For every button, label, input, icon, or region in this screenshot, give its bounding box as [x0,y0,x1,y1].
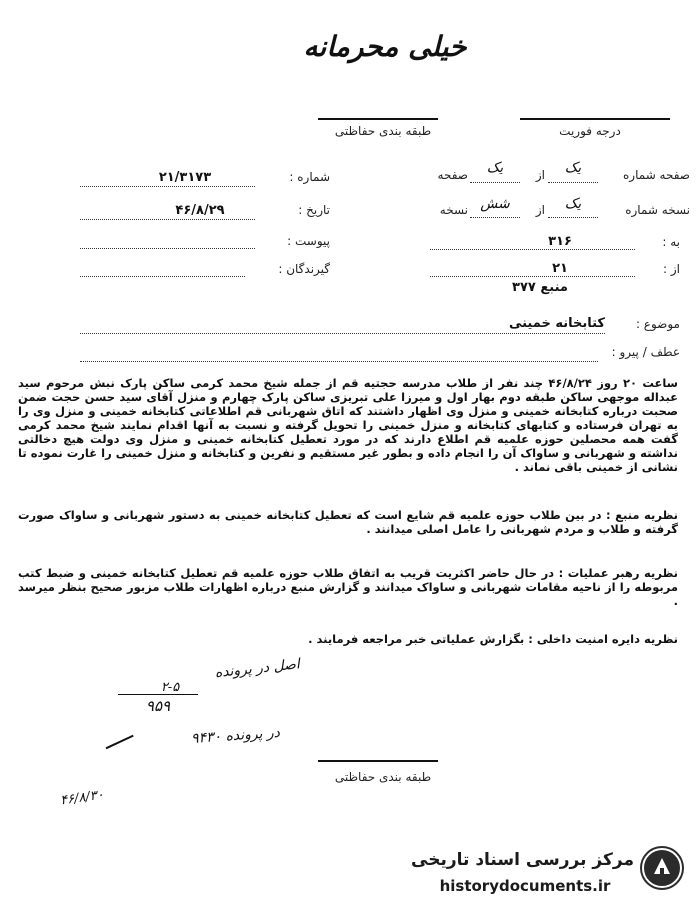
attachment-label: پیوست : [287,234,330,248]
subject-value: کتابخانه خمینی [508,316,605,331]
annotation-file-note: اصل در پرونده [214,656,301,682]
page-of-dots [470,182,520,183]
copy-of-value: شش [480,196,510,212]
page-number-label: صفحه شماره [623,168,690,182]
classification-line [318,118,438,120]
subject-dots [80,333,605,334]
attachment-dots [80,248,255,249]
annotation-fraction-bar [118,694,198,695]
body-paragraph-2: نظریه منبع : در بین طلاب حوزه علمیه قم شایع است که تعطیل کتابخانه خمینی به دستور شهربانی و ساواک صورت گرفته و طلاب و مردم شهربانی را عامل اصلی میدانند . [18,508,678,536]
urgency-line [520,118,670,120]
watermark-title: مرکز بررسی اسناد تاریخی [411,850,634,870]
classification-title: خیلی محرمانه [303,30,467,63]
recipients-dots [80,276,245,277]
number-dots [80,186,255,187]
page-suffix: صفحه [437,168,468,182]
body-paragraph-1: ساعت ۲۰ روز ۴۶/۸/۲۴ چند نفر از طلاب مدرسه حجتیه قم از جمله شیخ محمد کرمی ساکن پارک نبش مرحوم سید عبداله موجهی ساکن طبقه دوم بهار اول و میرزا علی تبریزی ساکن پارک چهارم و منزل آقای سید حسن حجت ضمن صحبت درباره کتابخانه خمینی و منزل وی اظهار داشتند که اتاق شهربانی قم اطلاعاتی کتابخانه خمینی و منزل وی را به تهران فرستاده و کتابهای کتابخانه و منزل خمینی را تحویل گرفته و نسبت به آنها اقدام نمایند شیخ محمد کرمی گفت همه محصلین حوزه علمیه قم اطلاع دارند که در مورد تعطیل کتابخانه خمینی و منزل وی دولت هیچ دخالتی نداشته و شهربانی و ساواک آن را انجام داده و بطور غیر مستقیم و نفرین و کتابخانه و منزل خمینی را غارت نموده تا نشانی از خمینی باقی نماند . [18,376,678,474]
from-value: ۲۱ [552,261,568,276]
copy-number-dots [548,217,598,218]
copy-number-label: نسخه شماره [625,203,690,217]
annotation-fraction-bottom: ۹۵۹ [145,697,171,715]
from-dots [430,276,635,277]
annotation-date: ۴۶/۸/۳۰ [59,787,105,809]
recipients-label: گیرندگان : [278,262,330,276]
annotation-signature-mark [96,715,133,749]
date-value: ۴۶/۸/۲۹ [175,203,225,218]
copy-number-value: یک [564,196,582,212]
page-number-dots [548,182,598,183]
reference-dots [80,361,598,362]
watermark-logo-icon [640,846,684,890]
to-label: به : [662,235,680,249]
page-of-value: یک [486,160,504,176]
page-number-value: یک [564,160,582,176]
source-line: منبع ۳۷۷ [512,280,568,295]
classification-label: طبقه بندی حفاظتی [334,124,432,138]
footer-classification-line [318,760,438,762]
date-dots [80,219,255,220]
copy-of-label: از [535,203,545,217]
number-label: شماره : [289,170,330,184]
page-of-label: از [535,168,545,182]
number-value: ۲۱/۳۱۷۳ [158,170,212,185]
date-label: تاریخ : [298,203,330,217]
to-value: ۳۱۶ [548,234,572,249]
copy-of-dots [470,217,520,218]
to-dots [430,249,635,250]
copy-suffix: نسخه [439,203,468,217]
body-paragraph-3: نظریه رهبر عملیات : در حال حاضر اکثریت قریب به اتفاق طلاب حوزه علمیه قم تعطیل کتابخانه خمینی و ضبط کتب مربوطه را از ناحیه مقامات شهربانی و ساواک میدانند و گزارش منبع درباره اظهارات طلاب مزبور صحیح بنظر میرسد . [18,566,678,608]
urgency-label: درجه فوریت [559,124,621,138]
reference-label: عطف / پیرو : [611,345,680,359]
annotation-file-number: در پرونده ۹۴۳۰ [190,724,281,747]
watermark-url: historydocuments.ir [439,877,611,895]
subject-label: موضوع : [635,317,680,331]
from-label: از : [663,262,680,276]
footer-classification-label: طبقه بندی حفاظتی [334,770,432,784]
annotation-fraction-top: ۲-۵ [160,680,180,695]
body-paragraph-4: نظریه دایره امنیت داخلی : بگزارش عملیاتی خبر مراجعه فرمایند . [308,632,678,646]
